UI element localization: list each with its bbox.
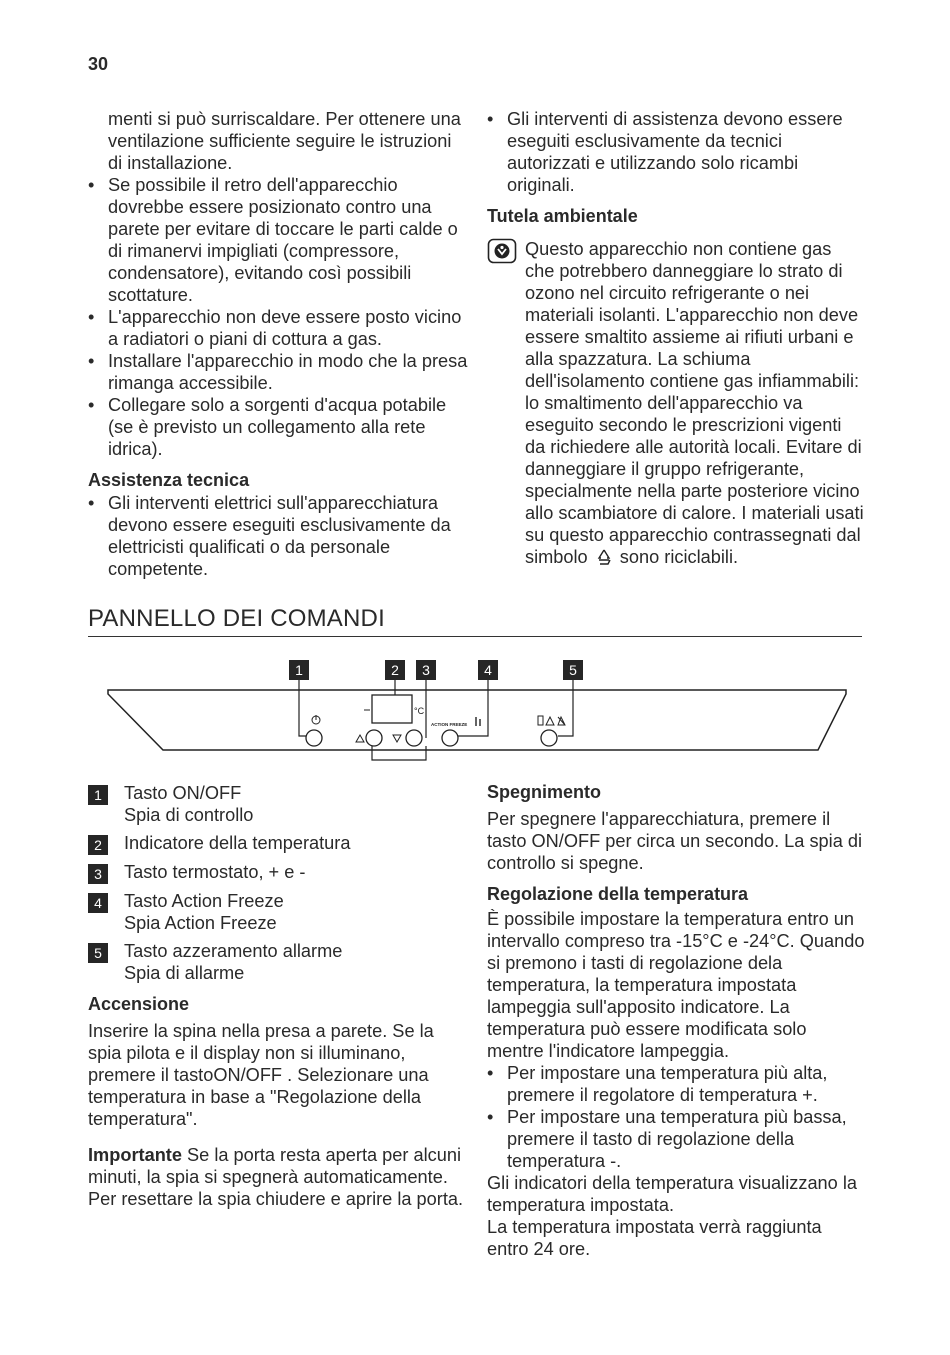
legend-number: 1 [88,785,108,805]
regolazione-heading: Regolazione della temperatura [487,884,749,904]
triangle-down-icon [393,735,401,742]
legend-number: 3 [88,864,108,884]
assistenza-heading: Assistenza tecnica [88,470,250,490]
tutela-block [487,238,865,571]
legend-number: 2 [88,835,108,855]
legend-number: 5 [88,943,108,963]
legend-text: Tasto ON/OFF [124,783,242,803]
important-text: Se la porta resta aperta per alcuni minuti, la spia si spegnerà automaticamente. Per resettare la spia chiudere e aprire la porta. [88,1145,464,1209]
accensione-text: Inserire la spina nella presa a parete. Se la spia pilota e il display non si illuminano, premere il tastoON/OFF . Selezionare una temperatura in base a "Regolazione della temperatura". [88,1021,434,1129]
tutela-text: Questo apparecchio non contiene gas che potrebbero danneggiare lo strato di ozono nel circuito refrigerante o nei materiali isolanti. L'apparecchio non deve essere smaltito assieme ai rifiuti urbani e alla spazzatura. La schiuma dell'isolamento contiene gas infiammabili: lo smaltimento dell'apparecchio va eseguito secondo le prescrizioni vigenti da richiedere alle autorità locali. Evitare di danneggiare il gruppo refrigerante, specialmente nella parte posteriore vicino allo scambiatore di calore. I materiali usati su questo apparecchio contrassegnati dal simbolo [525,239,864,567]
triangle-up-icon [356,735,364,742]
legend-item [88,890,468,934]
svg-text:4: 4 [484,662,492,678]
legend-text: Spia Action Freeze [124,913,277,933]
badge-1 [289,660,309,680]
spegnimento-heading: Spegnimento [487,782,602,802]
tutela-text-end: sono riciclabili. [619,547,739,567]
legend-item [88,861,468,884]
legend-text: Tasto Action Freeze [124,891,284,911]
list-item: • L'apparecchio non deve essere posto vicino a radiatori o piani di cottura a gas. [88,306,468,350]
svg-text:5: 5 [569,662,577,678]
alarm-icons [538,716,565,725]
badge-3 [416,660,436,680]
legend-text: Tasto azzeramento allarme [124,941,343,961]
regolazione-after-2: La temperatura impostata verrà raggiunta entro 24 ore. [487,1217,822,1259]
legend-text: Spia di allarme [124,963,245,983]
right-bottom-column [487,780,865,1260]
intro-paragraph: menti si può surriscaldare. Per ottenere una ventilazione sufficiente seguire le istruzioni di installazione. [108,109,461,173]
legend-item [88,940,468,984]
accensione-heading: Accensione [88,994,190,1014]
environment-icon [487,238,517,264]
badge-5 [563,660,583,680]
freeze-icon [476,717,480,726]
list-item: • Gli interventi di assistenza devono essere eseguiti esclusivamente da tecnici autorizzati e utilizzando solo ricambi originali. [487,108,865,196]
spegnimento-text: Per spegnere l'apparecchiatura, premere il tasto ON/OFF per circa un secondo. La spia di controllo si spegne. [487,809,863,873]
alarm-reset-button [541,730,557,746]
svg-text:2: 2 [391,662,399,678]
regolazione-after-1: Gli indicatori della temperatura visualizzano la temperatura impostata. [487,1173,857,1215]
legend-text: Tasto termostato, + e - [124,862,306,882]
regolazione-text: È possibile impostare la temperatura entro un intervallo compreso tra -15°C e -24°C. Quando si premono i tasti di regolazione dela temperatura, la temperatura impostata lampeggia sull'apposito indicatore. La temperatura può essere modificata solo mentre l'indicatore lampeggia. [487,909,865,1061]
tutela-heading: Tutela ambientale [487,206,638,226]
action-freeze-button [442,730,458,746]
important-label: Importante [88,1145,182,1165]
legend [88,782,468,1210]
svg-text:3: 3 [422,662,430,678]
legend-text: Indicatore della temperatura [124,833,351,853]
left-top-column [88,108,468,580]
list-item: • Per impostare una temperatura più alta, premere il regolatore di temperatura +. [487,1062,865,1106]
svg-text:1: 1 [295,662,303,678]
legend-item [88,832,468,855]
plus-button [406,730,422,746]
onoff-button [306,730,322,746]
legend-number: 4 [88,893,108,913]
legend-text: Spia di controllo [124,805,254,825]
list-item: • Se possibile il retro dell'apparecchio dovrebbe essere posizionato contro una parete per evitare di toccare le parti calde o di rimanervi impigliati (compressore, condensatore), evitando così possibili scottature. [88,174,468,306]
right-top-column [487,108,865,571]
svg-text:ACTION FREEZE: ACTION FREEZE [431,722,468,727]
list-item: • Collegare solo a sorgenti d'acqua potabile (se è previsto un collegamento alla rete idrica). [88,394,468,460]
list-item: • Installare l'apparecchio in modo che la presa rimanga accessibile. [88,350,468,394]
power-icon [312,715,320,724]
page-number: 30 [88,54,109,74]
temperature-display [372,695,412,723]
section-title: PANNELLO DEI COMANDI [88,604,862,637]
list-item: • Per impostare una temperatura più bassa, premere il tasto di regolazione della temperatura -. [487,1106,865,1172]
list-item: • Gli interventi elettrici sull'apparecchiatura devono essere eseguiti esclusivamente da elettricisti qualificati o da personale competente. [88,492,468,580]
recycle-icon [596,548,612,571]
minus-button [366,730,382,746]
badge-2 [385,660,405,680]
badge-4 [478,660,498,680]
control-panel-diagram [0,650,950,780]
legend-item [88,782,468,826]
panel-outline [108,690,846,750]
svg-text:°C: °C [414,706,425,716]
